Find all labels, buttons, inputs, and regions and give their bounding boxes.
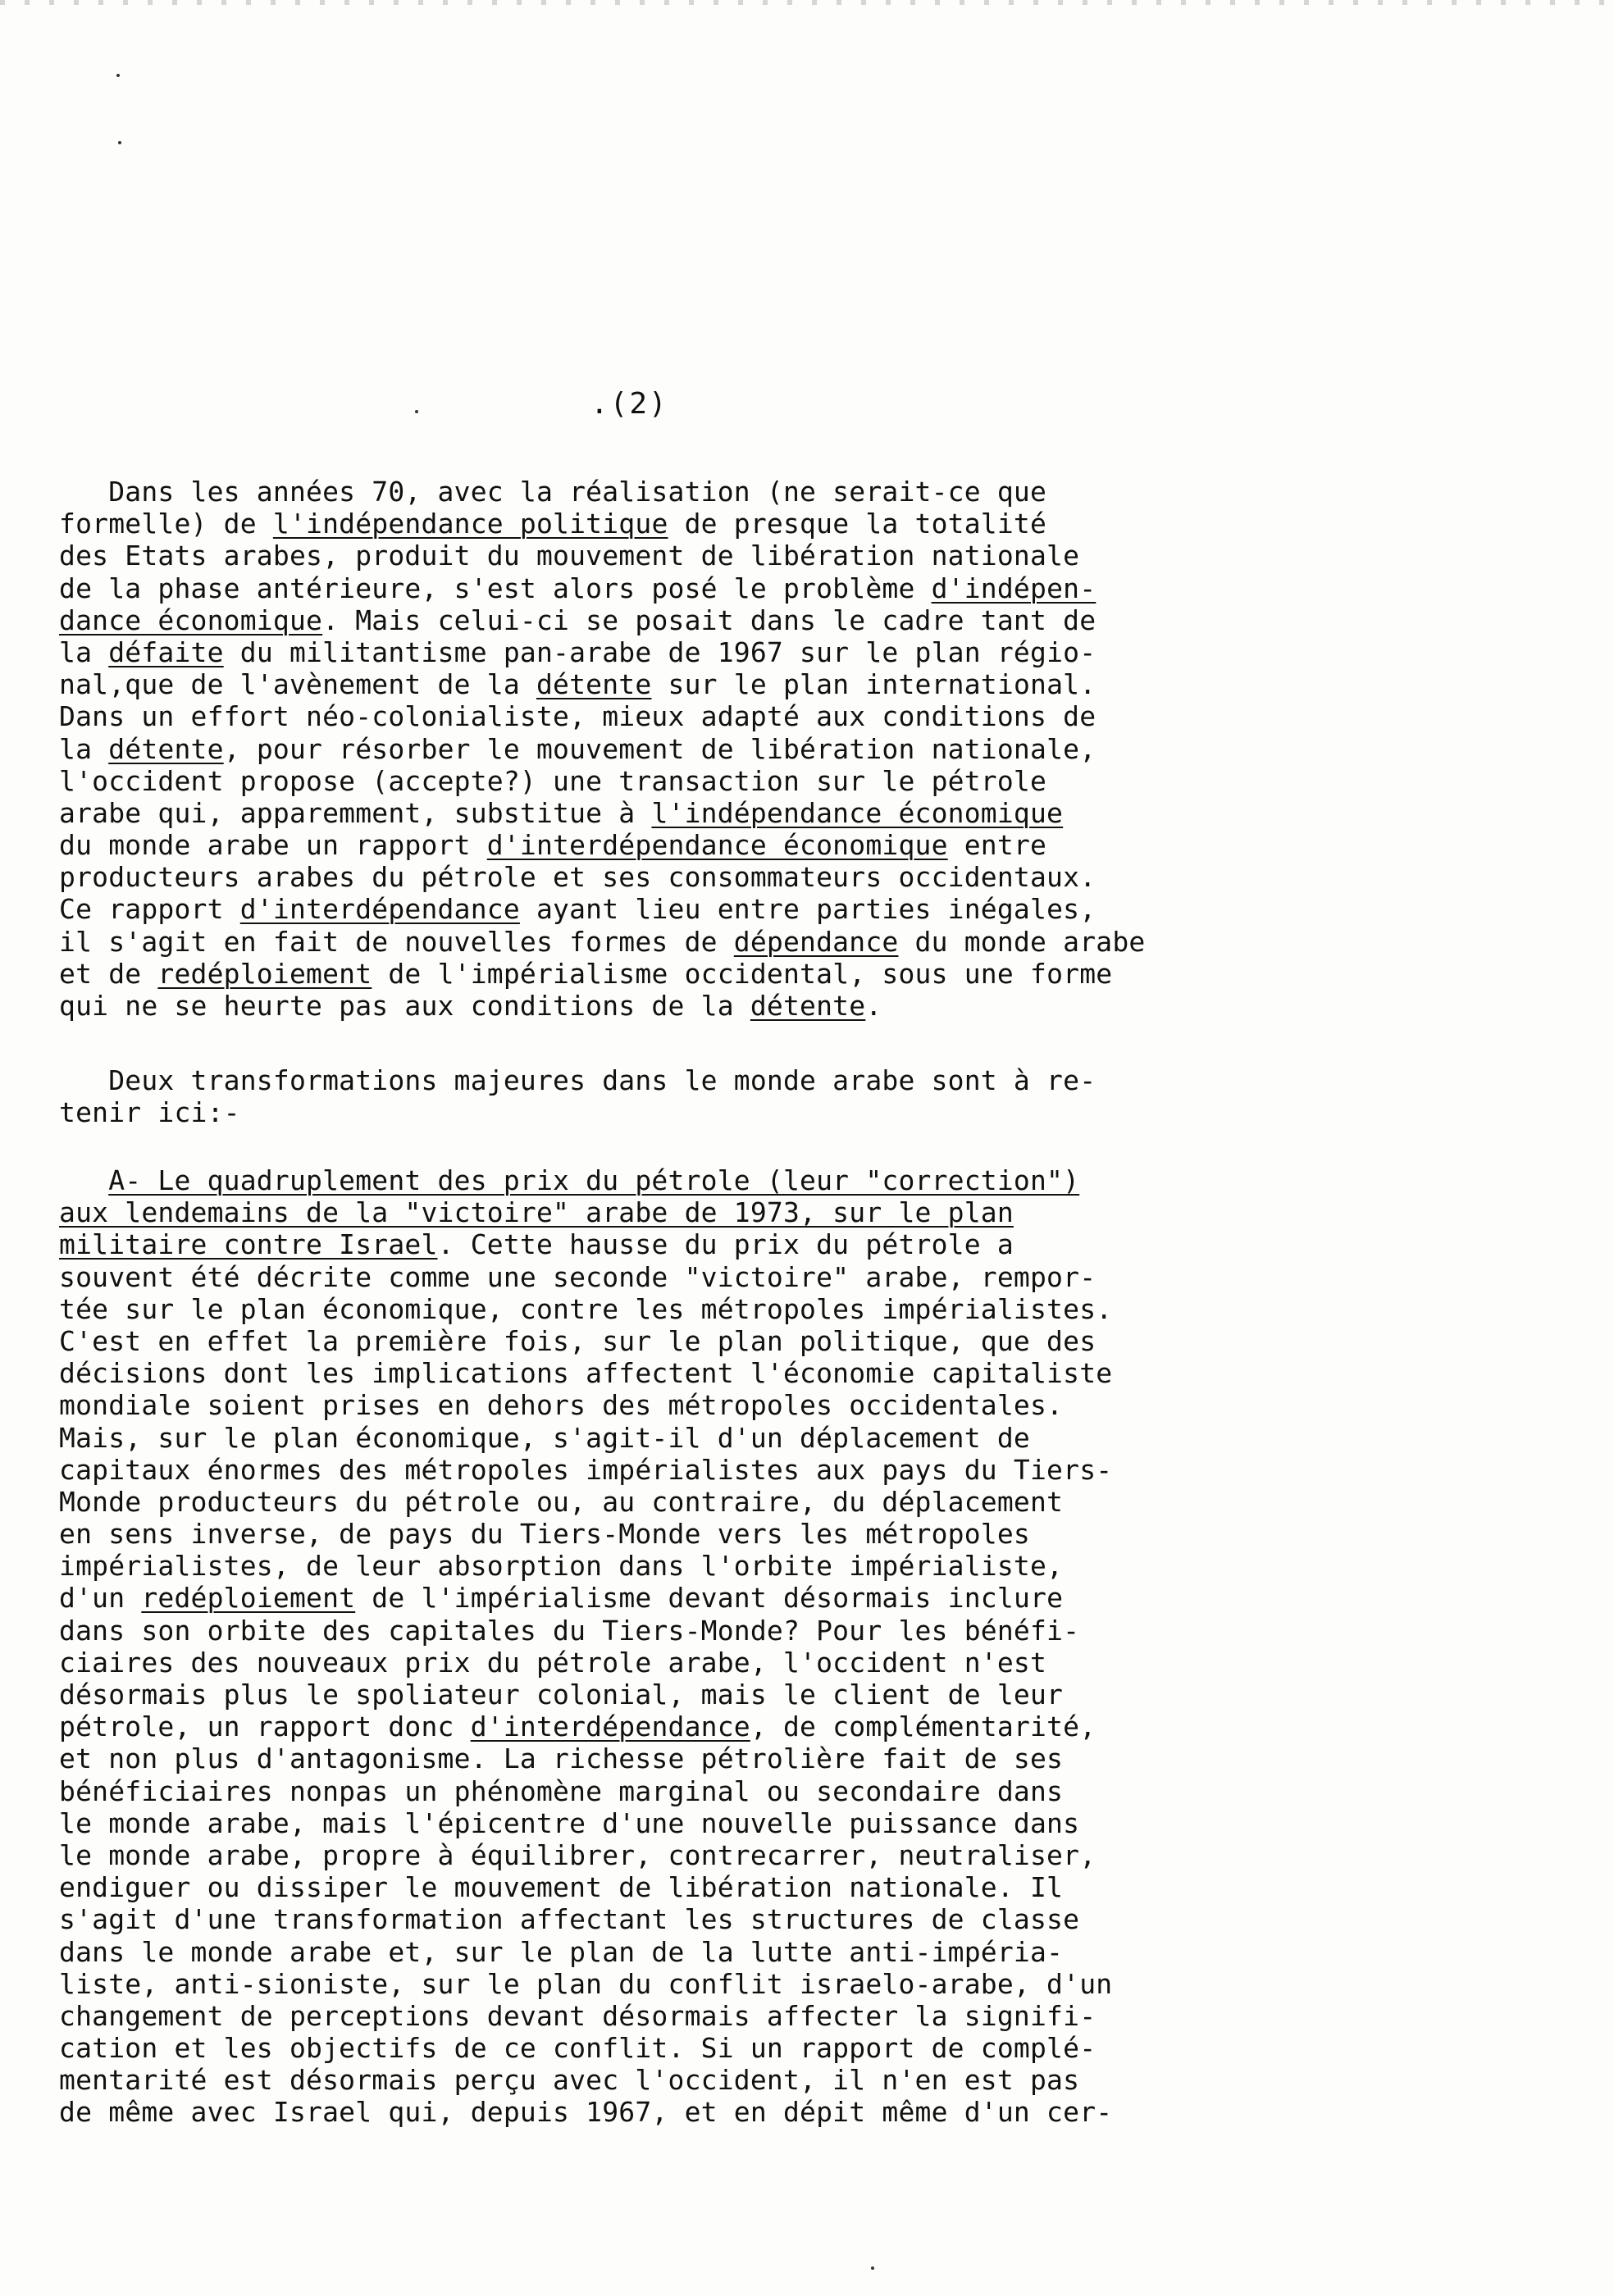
text-line: s'agit d'une transformation affectant les structures de classe <box>59 1903 1080 1936</box>
text-line: impérialistes, de leur absorption dans l'orbite impérialiste, <box>59 1550 1064 1583</box>
text-line: dance économique. Mais celui-ci se posait dans le cadre tant de <box>59 604 1097 636</box>
text-line: la détente, pour résorber le mouvement de libération nationale, <box>59 732 1097 765</box>
scan-speck <box>871 2266 874 2270</box>
text-line: arabe qui, apparemment, substitue à l'indépendance économique <box>59 796 1064 829</box>
text-line: décisions dont les implications affectent l'économie capitaliste <box>59 1357 1113 1390</box>
text-line: en sens inverse, de pays du Tiers-Monde vers les métropoles <box>59 1518 1030 1551</box>
text-line: endiguer ou dissiper le mouvement de libération nationale. Il <box>59 1871 1064 1904</box>
text-line: l'occident propose (accepte?) une transaction sur le pétrole <box>59 764 1047 797</box>
text-line: aux lendemains de la "victoire" arabe de 1973, sur le plan <box>59 1196 1014 1229</box>
text-line: bénéficiaires nonpas un phénomène marginal ou secondaire dans <box>59 1774 1064 1807</box>
text-line: il s'agit en fait de nouvelles formes de dépendance du monde arabe <box>59 925 1146 958</box>
text-line: tée sur le plan économique, contre les métropoles impérialistes. <box>59 1292 1113 1325</box>
text-line: de même avec Israel qui, depuis 1967, et en dépit même d'un cer- <box>59 2096 1113 2129</box>
text-line: capitaux énormes des métropoles impérialistes aux pays du Tiers- <box>59 1453 1113 1486</box>
text-line: nal,que de l'avènement de la détente sur le plan international. <box>59 668 1097 701</box>
text-line: de la phase antérieure, s'est alors posé le problème d'indépen- <box>59 572 1097 604</box>
text-line: le monde arabe, propre à équilibrer, contrecarrer, neutraliser, <box>59 1838 1097 1871</box>
text-line: mentarité est désormais perçu avec l'occident, il n'en est pas <box>59 2064 1080 2097</box>
text-line: d'un redéploiement de l'impérialisme devant désormais inclure <box>59 1582 1064 1615</box>
paragraph-intro <box>59 476 1145 1022</box>
text-line: tenir ici:- <box>59 1096 240 1129</box>
text-line: cation et les objectifs de ce conflit. Si un rapport de complé- <box>59 2032 1097 2065</box>
text-line: formelle) de l'indépendance politique de presque la totalité <box>59 508 1047 540</box>
text-line: Dans un effort néo-colonialiste, mieux adapté aux conditions de <box>59 700 1097 733</box>
text-line: et non plus d'antagonisme. La richesse pétrolière fait de ses <box>59 1742 1064 1775</box>
text-line: du monde arabe un rapport d'interdépendance économique entre <box>59 829 1047 862</box>
text-line: changement de perceptions devant désormais affecter la signifi- <box>59 1999 1097 2032</box>
text-line: militaire contre Israel. Cette hausse du prix du pétrole a <box>59 1228 1014 1261</box>
paragraph-transformations <box>59 1064 1096 1128</box>
text-line: dans le monde arabe et, sur le plan de la lutte anti-impéria- <box>59 1935 1064 1968</box>
text-line: Monde producteurs du pétrole ou, au contraire, du déplacement <box>59 1485 1064 1518</box>
text-line: et de redéploiement de l'impérialisme occidental, sous une forme <box>59 957 1113 990</box>
text-line: des Etats arabes, produit du mouvement de libération nationale <box>59 540 1080 572</box>
text-line: désormais plus le spoliateur colonial, mais le client de leur <box>59 1679 1064 1711</box>
text-line: la défaite du militantisme pan-arabe de 1967 sur le plan régio- <box>59 636 1097 668</box>
text-line: Mais, sur le plan économique, s'agit-il d'un déplacement de <box>59 1421 1030 1454</box>
scan-speck <box>415 410 418 413</box>
text-line: mondiale soient prises en dehors des métropoles occidentales. <box>59 1389 1064 1422</box>
text-line: Deux transformations majeures dans le monde arabe sont à re- <box>59 1064 1097 1096</box>
text-line: producteurs arabes du pétrole et ses consommateurs occidentaux. <box>59 861 1097 894</box>
text-line: Ce rapport d'interdépendance ayant lieu entre parties inégales, <box>59 893 1097 926</box>
text-line: qui ne se heurte pas aux conditions de la détente. <box>59 990 882 1022</box>
scan-speck <box>116 74 120 77</box>
text-line: souvent été décrite comme une seconde "victoire" arabe, rempor- <box>59 1260 1097 1293</box>
text-line: Dans les années 70, avec la réalisation (ne serait-ce que <box>59 476 1047 508</box>
text-line: liste, anti-sioniste, sur le plan du conflit israelo-arabe, d'un <box>59 1967 1113 2000</box>
text-line: ciaires des nouveaux prix du pétrole arabe, l'occident n'est <box>59 1646 1047 1679</box>
scan-speck <box>118 141 121 144</box>
paragraph-point-a <box>59 1164 1112 2129</box>
page-number: .(2) <box>590 387 668 421</box>
text-line: A- Le quadruplement des prix du pétrole (leur "correction") <box>108 1164 1080 1196</box>
text-line: dans son orbite des capitales du Tiers-Monde? Pour les bénéfi- <box>59 1614 1080 1647</box>
text-line: pétrole, un rapport donc d'interdépendance, de complémentarité, <box>59 1711 1097 1743</box>
scan-edge-artifact <box>0 0 1614 5</box>
text-line: le monde arabe, mais l'épicentre d'une nouvelle puissance dans <box>59 1806 1080 1839</box>
text-line: C'est en effet la première fois, sur le plan politique, que des <box>59 1324 1097 1357</box>
